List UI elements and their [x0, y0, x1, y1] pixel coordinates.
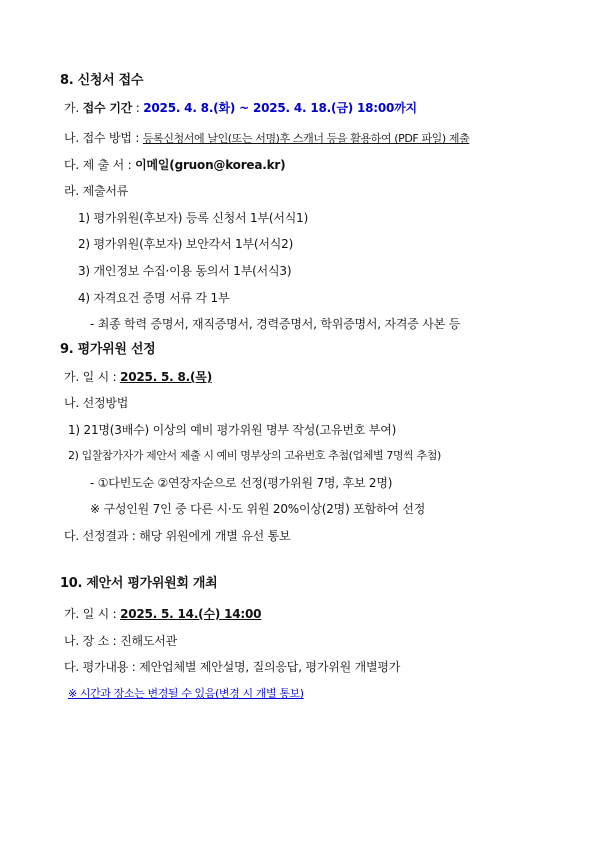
- submission-period-prefix: 가.: [64, 101, 83, 115]
- committee-date-line: [64, 606, 261, 622]
- submission-period-sep: :: [132, 101, 144, 115]
- section9-heading: 9. 평가위원 선정: [60, 342, 156, 357]
- selection-date-prefix: 가. 일 시 :: [64, 370, 121, 384]
- section10-heading: 10. 제안서 평가위원회 개최: [60, 576, 218, 591]
- committee-date-prefix: 가. 일 시 :: [64, 607, 121, 621]
- document-item-4: 4) 자격요건 증명 서류 각 1부: [78, 291, 230, 305]
- section8-heading: 8. 신청서 접수: [60, 73, 144, 88]
- document-item-1: 1) 평가위원(후보자) 등록 신청서 1부(서식1): [78, 211, 309, 225]
- submission-method-value: 등록신청서에 날인(또는 서명)후 스캐너 등을 활용하여 (PDF 파일) 제출: [142, 132, 470, 145]
- selection-method-1: 1) 21명(3배수) 이상의 예비 평가위원 명부 작성(고유번호 부여): [68, 423, 397, 437]
- submission-method-line: [64, 130, 469, 147]
- document-item-3: 3) 개인정보 수집·이용 동의서 1부(서식3): [78, 264, 292, 278]
- committee-notice: ※ 시간과 장소는 변경될 수 있음(변경 시 개별 통보): [68, 687, 304, 700]
- documents-note: - 최종 학력 증명서, 재직증명서, 경력증명서, 학위증명서, 자격증 사본 등: [90, 317, 461, 331]
- submission-destination-value: 이메일(gruon@korea.kr): [135, 158, 286, 172]
- documents-title: 라. 제출서류: [64, 184, 129, 198]
- selection-method-detail: - ①다빈도순 ②연장자순으로 선정(평가위원 7명, 후보 2명): [90, 476, 393, 490]
- selection-method-title: 나. 선정방법: [64, 396, 129, 410]
- selection-method-note: ※ 구성인원 7인 중 다른 시·도 위원 20%이상(2명) 포함하여 선정: [90, 502, 426, 516]
- selection-method-2: 2) 입찰참가자가 제안서 제출 시 예비 명부상의 고유번호 추첨(업체별 7명씩 추첨): [68, 449, 441, 462]
- document-item-2: 2) 평가위원(후보자) 보안각서 1부(서식2): [78, 237, 294, 251]
- submission-period-value: 2025. 4. 8.(화) ~ 2025. 4. 18.(금) 18:00까지: [143, 101, 417, 115]
- committee-place: 나. 장 소 : 진해도서관: [64, 634, 178, 648]
- committee-content: 다. 평가내용 : 제안업체별 제안설명, 질의응답, 평가위원 개별평가: [64, 660, 401, 674]
- selection-date-value: 2025. 5. 8.(목): [120, 370, 212, 384]
- submission-method-prefix: 나. 접수 방법 :: [64, 131, 143, 145]
- submission-destination-line: [64, 157, 285, 173]
- committee-date-value: 2025. 5. 14.(수) 14:00: [120, 607, 262, 621]
- submission-period-line: [64, 100, 417, 116]
- submission-destination-prefix: 다. 제 출 서 :: [64, 158, 136, 172]
- selection-date-line: [64, 369, 212, 385]
- selection-result: 다. 선정결과 : 해당 위원에게 개별 유선 통보: [64, 529, 291, 543]
- submission-period-label: 접수 기간: [82, 101, 133, 115]
